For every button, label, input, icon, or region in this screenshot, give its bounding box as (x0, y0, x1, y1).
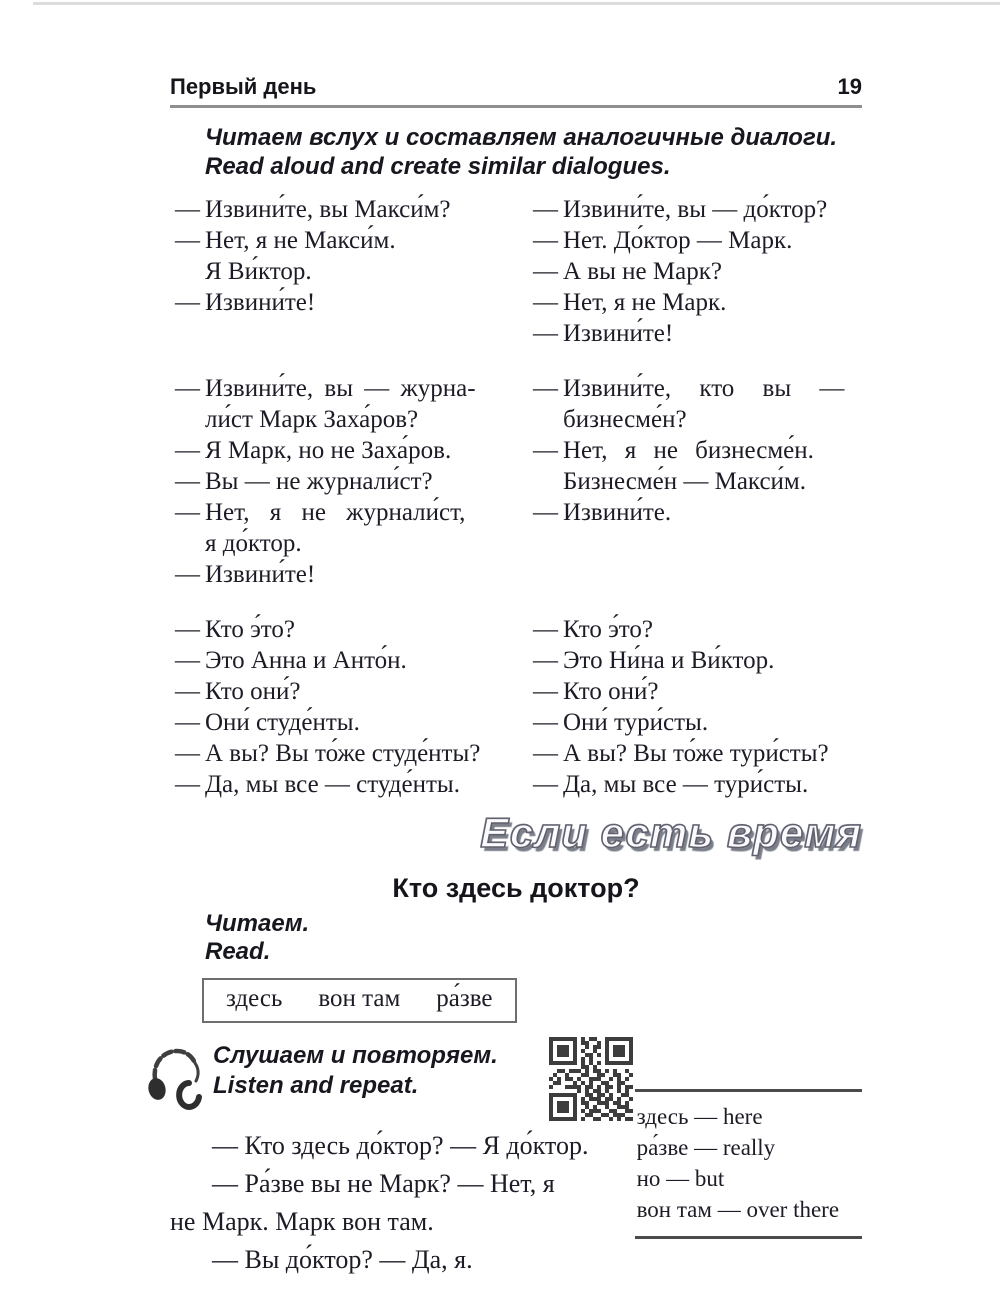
dialogue-line (533, 404, 867, 435)
dialogue-line (175, 287, 509, 318)
word-box-item: вон там (318, 985, 401, 1012)
running-title: Первый день (170, 74, 317, 99)
em-dash: — (533, 437, 558, 464)
em-dash: — (533, 258, 558, 285)
dialogue-text: Извини́те, вы — журна- (205, 375, 476, 402)
em-dash: — (175, 561, 200, 588)
dialogue-line (175, 769, 509, 800)
dialogue-text: Нет, я не Марк. (563, 289, 727, 316)
dialogue-text: Нет. До́ктор — Марк. (563, 227, 793, 254)
dialogue-line (175, 497, 509, 528)
em-dash: — (533, 499, 558, 526)
dialogue-group-2-left (175, 373, 509, 590)
em-dash: — (175, 227, 200, 254)
dialogue-text: А вы? Вы то́же тури́сты? (563, 740, 829, 767)
dialogue-line (175, 194, 509, 225)
dialogue-line (170, 1127, 635, 1165)
em-dash: — (533, 678, 558, 705)
vocabulary-item (637, 1163, 862, 1194)
listen-label-en: Listen and repeat. (213, 1072, 419, 1099)
dialogue-line (175, 404, 509, 435)
dialogue-text: Кто они́? (205, 678, 301, 705)
dialogue-line (175, 225, 509, 256)
bottom-region (170, 1035, 862, 1279)
listen-label-ru: Слушаем и повторяем. (213, 1042, 498, 1069)
em-dash: — (533, 771, 558, 798)
em-dash: — (175, 771, 200, 798)
dialogue-text: Это Анна и Анто́н. (205, 647, 407, 674)
dialogue-text: Это Ни́на и Ви́ктор. (563, 647, 775, 674)
dialogue-text: бизнесме́н? (563, 406, 687, 433)
dialogues-grid (170, 194, 862, 800)
dialogue-line (533, 676, 867, 707)
listen-row (145, 1035, 635, 1123)
em-dash: — (533, 709, 558, 736)
em-dash: — (175, 740, 200, 767)
dialogue-line (533, 645, 867, 676)
page-number: 19 (837, 74, 862, 99)
dialogue-text: Нет, я не Макси́м. (205, 227, 396, 254)
em-dash: — (175, 375, 200, 402)
dialogue-line (533, 194, 867, 225)
em-dash: — (175, 468, 200, 495)
dialogue-text: Я Марк, но не Заха́ров. (205, 437, 452, 464)
read-label-en: Read. (205, 938, 271, 965)
headphones-icon (145, 1037, 205, 1113)
dialogue-text: Кто э́то? (563, 616, 653, 643)
dialogue-line (533, 256, 867, 287)
dialogue-line (533, 435, 867, 466)
dialogue-group-3-right (533, 614, 867, 800)
dialogue-text: — Вы до́ктор? — Да, я. (212, 1245, 473, 1274)
dialogue-text: Извини́те! (205, 561, 316, 588)
dialogue-text: Бизнесме́н — Макси́м. (563, 468, 806, 495)
dialogue-line (533, 707, 867, 738)
dialogue-group-2-right (533, 373, 867, 590)
dialogue-line (175, 645, 509, 676)
dialogue-group-1-left (175, 194, 509, 349)
dialogue-text: Извини́те. (563, 499, 672, 526)
em-dash: — (175, 616, 200, 643)
instruction-ru: Читаем вслух и составляем аналогичные диалоги. (205, 124, 838, 151)
bottom-dialogue (170, 1127, 635, 1279)
em-dash: — (175, 647, 200, 674)
vocabulary-text: вон там — over there (636, 1197, 840, 1222)
dialogue-text: ли́ст Марк Заха́ров? (205, 406, 419, 433)
bottom-left-column (170, 1035, 635, 1279)
em-dash: — (533, 616, 558, 643)
em-dash: — (533, 320, 558, 347)
dialogue-line (170, 1203, 635, 1241)
dialogue-line (175, 707, 509, 738)
if-time-banner: Если есть время (480, 809, 862, 856)
em-dash: — (175, 678, 200, 705)
dialogue-text: — Кто здесь до́ктор? — Я до́ктор. (212, 1131, 589, 1160)
dialogue-text: Извини́те! (205, 289, 316, 316)
page-content (170, 74, 862, 1279)
em-dash: — (533, 740, 558, 767)
section-heading: Кто здесь доктор? (392, 873, 640, 903)
vocabulary-text: но — but (636, 1166, 725, 1191)
dialogue-text: Извини́те, вы Макси́м? (205, 196, 451, 223)
dialogue-text: Вы — не журнали́ст? (205, 468, 433, 495)
dialogue-line (175, 738, 509, 769)
em-dash: — (533, 196, 558, 223)
bottom-right-column (635, 1089, 862, 1279)
dialogue-line (533, 466, 867, 497)
dialogue-text: Кто э́то? (205, 616, 295, 643)
word-box-item: здесь (226, 985, 283, 1012)
em-dash: — (533, 227, 558, 254)
dialogue-text: Я Ви́ктор. (205, 258, 312, 285)
dialogue-line (533, 614, 867, 645)
instruction-en: Read aloud and create similar dialogues. (205, 153, 671, 180)
dialogue-line (170, 1241, 635, 1279)
em-dash: — (533, 647, 558, 674)
dialogue-text: Извини́те, кто вы — (563, 375, 845, 402)
dialogue-line (533, 287, 867, 318)
vocabulary-list (635, 1089, 862, 1239)
dialogue-text: Да, мы все — студе́нты. (205, 771, 460, 798)
dialogue-line (175, 559, 509, 590)
em-dash: — (175, 196, 200, 223)
dialogue-text: — Ра́зве вы не Марк? — Нет, я (212, 1169, 555, 1198)
dialogue-line (175, 676, 509, 707)
dialogue-group-1-right (533, 194, 867, 349)
vocabulary-item (637, 1101, 862, 1132)
dialogue-line (175, 466, 509, 497)
read-instruction (205, 910, 862, 966)
dialogue-text: Нет, я не журнали́ст, (205, 499, 466, 526)
dialogue-line (533, 738, 867, 769)
dialogue-text: А вы не Марк? (563, 258, 722, 285)
dialogue-line (533, 318, 867, 349)
em-dash: — (175, 289, 200, 316)
dialogue-text: Извини́те! (563, 320, 674, 347)
dialogue-line (175, 435, 509, 466)
dialogue-line (533, 225, 867, 256)
em-dash: — (533, 289, 558, 316)
dialogue-text: Они́ студе́нты. (205, 709, 360, 736)
em-dash: — (175, 499, 200, 526)
em-dash: — (175, 709, 200, 736)
dialogue-text: Нет, я не бизнесме́н. (563, 437, 814, 464)
dialogue-group-3-left (175, 614, 509, 800)
dialogue-line (533, 497, 867, 528)
dialogue-line (175, 373, 509, 404)
em-dash: — (175, 437, 200, 464)
vocabulary-item (637, 1194, 862, 1225)
dialogue-text: не Марк. Марк вон там. (170, 1207, 434, 1236)
dialogue-line (533, 769, 867, 800)
dialogue-text: я до́ктор. (205, 530, 302, 557)
listen-instruction (213, 1035, 539, 1101)
read-label-ru: Читаем. (205, 910, 310, 937)
qr-code (547, 1035, 635, 1123)
dialogue-line (175, 528, 509, 559)
word-box-item: ра́зве (436, 985, 493, 1012)
word-box (202, 978, 517, 1023)
em-dash: — (533, 375, 558, 402)
dialogue-line (175, 256, 509, 287)
dialogue-text: Они́ тури́сты. (563, 709, 709, 736)
dialogue-text: Да, мы все — тури́сты. (563, 771, 809, 798)
vocabulary-text: ра́зве — really (636, 1135, 776, 1160)
dialogue-line (533, 373, 867, 404)
dialogue-text: А вы? Вы то́же студе́нты? (205, 740, 481, 767)
dialogue-text: Извини́те, вы — до́ктор? (563, 196, 828, 223)
dialogue-line (170, 1165, 635, 1203)
scan-edge-line (33, 2, 1000, 5)
page-header (170, 74, 862, 108)
exercise-instruction (205, 123, 862, 181)
dialogue-text: Кто они́? (563, 678, 659, 705)
vocabulary-item (637, 1132, 862, 1163)
vocabulary-text: здесь — here (636, 1104, 763, 1129)
dialogue-line (175, 614, 509, 645)
